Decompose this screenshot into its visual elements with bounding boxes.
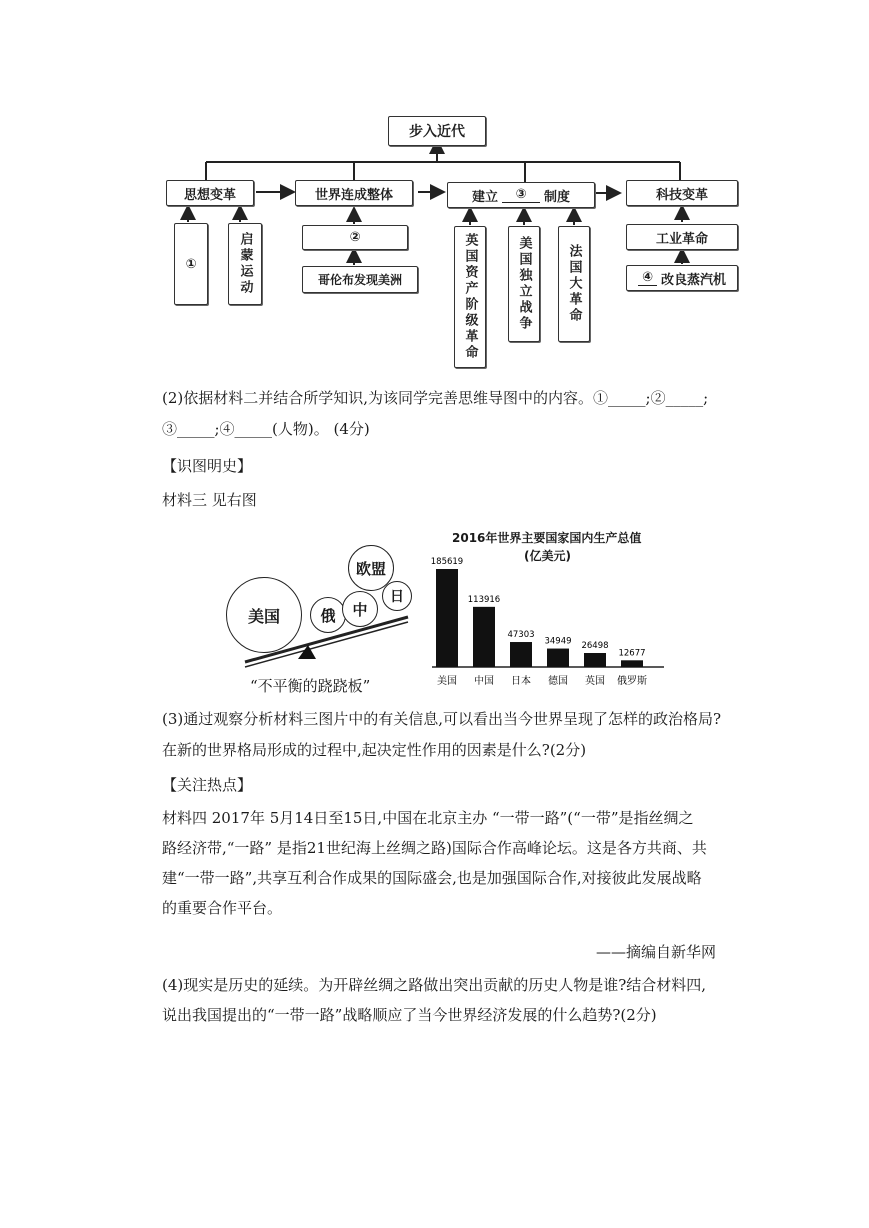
bar-5 [621,660,643,667]
english-revolution-node [454,226,486,368]
blank2-label: ② [349,230,361,245]
mind-map-diagram [160,110,760,375]
bar-4 [584,653,606,667]
world-unified-node [295,180,413,206]
category-label-2: 日本 [511,676,531,687]
section-hot-heading: 【关注热点】 [162,776,253,794]
circle-usa [226,577,302,653]
enlightenment-node [228,223,262,305]
bar-value-label-5: 12677 [618,648,646,659]
industrial-revolution-label: 工业革命 [655,231,708,247]
bar-value-label-0: 185619 [430,557,464,567]
source-attribution: ——摘编自新华网 [596,943,717,961]
material4-paragraph: 材料四 2017年 5月14日至15日,中国在北京主办 “一带一路”(“一带”是指丝绸之路经济带,“一路” 是指21世纪海上丝绸之路)国际合作高峰论坛。这是各方共商、共建“一带一路”,共享互利合作成果的国际盛会,也是加强国际合作,对接彼此发展战略的重要合作平台。 [162,809,707,917]
circle-russia [310,597,346,633]
bar-0 [436,569,458,667]
seesaw-caption: “不平衡的跷跷板” [250,677,371,695]
q3-line1: (3)通过观察分析材料三图片中的有关信息,可以看出当今世界呈现了怎样的政治格局? [162,710,722,728]
blank1-label: ① [185,256,197,272]
circle-china-label: 中 [352,600,368,619]
q4-paragraph: (4)现实是历史的延续。为开辟丝绸之路做出突出贡献的历史人物是谁?结合材料四,说出我国提出的“一带一路”战略顺应了当今世界经济发展的什么趋势?(2分) [162,976,707,1024]
tech-change-node [626,180,738,206]
world-unified-label: 世界连成整体 [314,187,393,203]
bar-value-label-1: 113916 [467,594,501,605]
gdp-bar-chart [428,525,678,695]
french-revolution-node [558,226,590,342]
bar-1 [473,607,495,667]
steam-engine-node [626,265,738,291]
chart-title: 2016年世界主要国家国内生产总值 [452,531,642,545]
root-node [388,116,486,146]
bar-2 [510,642,532,667]
system-suffix: 制度 [544,189,571,205]
blank2-node [302,225,408,250]
industrial-revolution-node [626,224,738,250]
steam-blank: ④ [638,270,657,286]
enlightenment-label: 启蒙运动 [237,232,253,296]
seesaw-illustration [220,535,420,695]
american-independence-node [508,226,540,342]
chart-plot-area [428,525,678,695]
columbus-label: 哥伦布发现美洲 [317,273,402,287]
system-node [447,182,595,208]
circle-japan-label: 日 [390,589,404,605]
english-revolution-label: 英国资产阶级革命 [462,233,478,361]
section-chart-heading: 【识图明史】 [162,457,253,475]
q2-line2: ③_____;④_____(人物)。 (4分) [162,420,370,438]
circle-japan [382,581,412,611]
system-prefix: 建立 [471,189,498,205]
material3-label: 材料三 见右图 [162,491,257,509]
blank1-node [174,223,208,305]
tech-change-label: 科技变革 [655,187,708,203]
bar-value-label-4: 26498 [581,641,609,652]
category-label-0: 美国 [437,676,457,687]
system-blank: ③ [502,187,540,203]
bar-value-label-3: 34949 [544,636,572,647]
circle-russia-label: 俄 [320,606,336,625]
chart-subtitle: (亿美元) [524,549,571,563]
category-label-4: 英国 [585,676,605,687]
american-independence-label: 美国独立战争 [516,236,532,332]
thought-change-node [166,180,254,206]
thought-change-label: 思想变革 [183,187,236,203]
category-label-3: 德国 [548,676,568,687]
circle-eu-label: 欧盟 [355,559,386,578]
columbus-node [302,266,418,293]
q2-line1: (2)依据材料二并结合所学知识,为该同学完善思维导图中的内容。①_____;②_____; [162,389,709,407]
circle-china [342,591,378,627]
bar-value-label-2: 47303 [507,630,535,641]
french-revolution-label: 法国大革命 [566,244,582,324]
category-label-1: 中国 [474,676,494,687]
q3-line2: 在新的世界格局形成的过程中,起决定性作用的因素是什么?(2分) [162,741,587,759]
category-label-5: 俄罗斯 [617,676,647,687]
circle-usa-label: 美国 [247,606,280,626]
root-node-label: 步入近代 [409,124,465,140]
bar-3 [547,649,569,667]
steam-label: 改良蒸汽机 [661,272,727,288]
